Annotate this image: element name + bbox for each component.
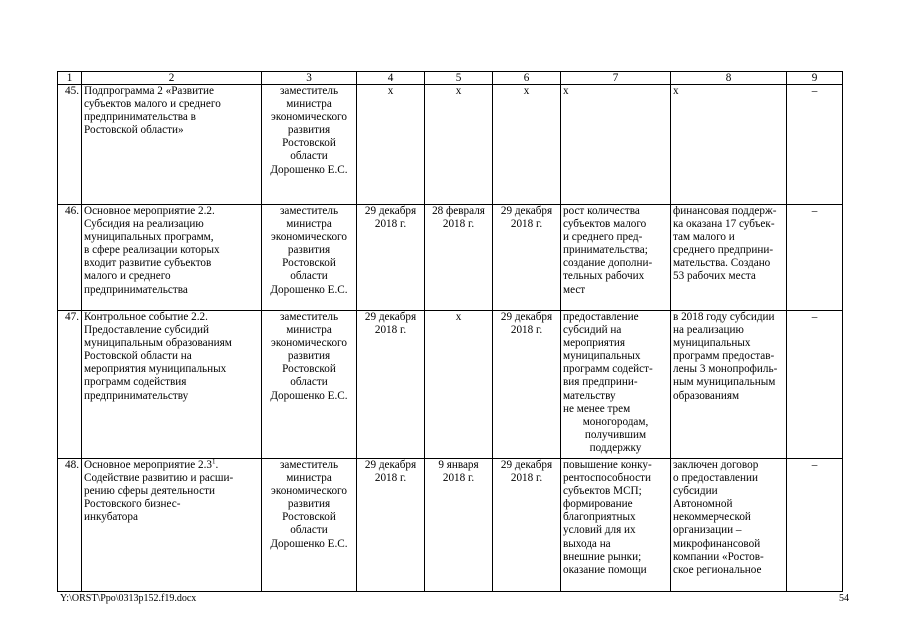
- header-cell: 6: [493, 72, 561, 85]
- actual-end-date: 29 декабря 2018 г.: [493, 459, 561, 592]
- file-path: Y:\ORST\Ppo\0313p152.f19.docx: [60, 593, 197, 604]
- actual-start-date: х: [425, 85, 493, 205]
- event-name: Подпрограмма 2 «Развитие субъектов малого и среднего предпринимательства в Ростовской области»: [82, 85, 262, 205]
- actual-start-date: 28 февраля 2018 г.: [425, 205, 493, 311]
- event-name: Контрольное событие 2.2. Предоставление субсидий муниципальным образованиям Ростовской области на мероприятия муниципальных программ содействия предпринимательству: [82, 311, 262, 459]
- event-name: Основное мероприятие 2.2. Субсидия на реализацию муниципальных программ, в сфере реализации которых входит развитие субъектов малого и среднего предпринимательства: [82, 205, 262, 311]
- planned-result: рост количества субъектов малого и среднего пред- принимательства; создание дополни- тельных рабочих мест: [561, 205, 671, 311]
- plan-date: 29 декабря 2018 г.: [357, 205, 425, 311]
- responsible: заместитель министра экономического развития Ростовской области Дорошенко Е.С.: [262, 459, 357, 592]
- header-cell: 1: [58, 72, 82, 85]
- header-cell: 7: [561, 72, 671, 85]
- event-name: Основное мероприятие $2.3^1$. Содействие развитию и расши- рению сферы деятельности Ростовского бизнес- инкубатора: [82, 459, 262, 592]
- actual-start-date: х: [425, 311, 493, 459]
- header-cell: 9: [787, 72, 843, 85]
- actual-end-date: х: [493, 85, 561, 205]
- planned-result: х: [561, 85, 671, 205]
- footnote-marker: 1: [211, 458, 216, 466]
- actual-result: х: [671, 85, 787, 205]
- responsible: заместитель министра экономического развития Ростовской области Дорошенко Е.С.: [262, 85, 357, 205]
- report-table: [57, 71, 843, 592]
- note: –: [787, 311, 843, 459]
- header-cell: 3: [262, 72, 357, 85]
- header-row: [58, 72, 843, 85]
- note: –: [787, 205, 843, 311]
- page-number: 54: [839, 593, 849, 604]
- header-cell: 8: [671, 72, 787, 85]
- actual-end-date: 29 декабря 2018 г.: [493, 311, 561, 459]
- table-row: [58, 311, 843, 459]
- row-number: 45.: [58, 85, 82, 205]
- note: –: [787, 85, 843, 205]
- table-row: [58, 85, 843, 205]
- header-cell: 2: [82, 72, 262, 85]
- row-number: 48.: [58, 459, 82, 592]
- table-row: [58, 459, 843, 592]
- plan-date: 29 декабря 2018 г.: [357, 311, 425, 459]
- header-cell: 4: [357, 72, 425, 85]
- actual-end-date: 29 декабря 2018 г.: [493, 205, 561, 311]
- row-number: 46.: [58, 205, 82, 311]
- row-number: 47.: [58, 311, 82, 459]
- plan-date: 29 декабря 2018 г.: [357, 459, 425, 592]
- header-cell: 5: [425, 72, 493, 85]
- note: –: [787, 459, 843, 592]
- responsible: заместитель министра экономического развития Ростовской области Дорошенко Е.С.: [262, 311, 357, 459]
- planned-result: предоставление субсидий на мероприятия муниципальных программ содейст- вия предприни- мательству не менее трем моногородам, получившим поддержку: [561, 311, 671, 459]
- planned-result: повышение конку- рентоспособности субъектов МСП; формирование благоприятных условий для их выхода на внешние рынки; оказание помощи: [561, 459, 671, 592]
- table-row: [58, 205, 843, 311]
- actual-start-date: 9 января 2018 г.: [425, 459, 493, 592]
- responsible: заместитель министра экономического развития Ростовской области Дорошенко Е.С.: [262, 205, 357, 311]
- actual-result: финансовая поддерж- ка оказана 17 субъек- там малого и среднего предприни- мательства. Создано 53 рабочих места: [671, 205, 787, 311]
- plan-date: х: [357, 85, 425, 205]
- actual-result: в 2018 году субсидии на реализацию муниципальных программ предостав- лены 3 монопрофиль- ным муниципальным образованиям: [671, 311, 787, 459]
- actual-result: заключен договор о предоставлении субсидии Автономной некоммерческой организации – микрофинансовой компании «Ростов- ское региональное: [671, 459, 787, 592]
